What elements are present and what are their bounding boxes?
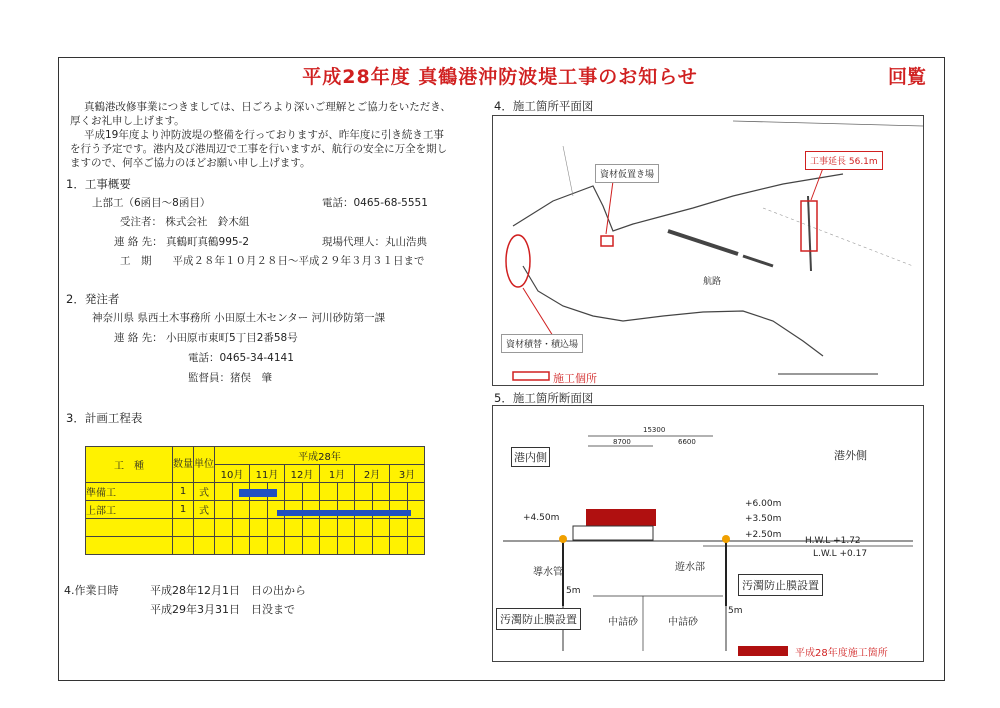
outer-side: 港外側 (834, 449, 867, 462)
intro-line: 真鶴港改修事業につきましては、日ごろより深いご理解とご協力をいただき、 (84, 101, 451, 113)
work-hours-start: 平成28年12月1日 日の出から (150, 584, 306, 597)
month-header: 12月 (285, 465, 320, 483)
silt-curtain-right: 汚濁防止膜設置 (738, 574, 823, 596)
row-qty: 1 (173, 501, 194, 519)
intro-line: 厚くお礼申し上げます。 (70, 115, 185, 127)
section-2-heading: 2．発注者 (66, 292, 120, 306)
supervisor: 監督員：猪俣 肇 (188, 372, 272, 384)
pipe-label: 導水管 (533, 567, 563, 578)
contractor-address: 連 絡 先： 真鶴町真鶴995-2 (114, 236, 250, 248)
depth-right: 5m (728, 606, 743, 616)
schedule-table (85, 446, 425, 555)
lwl: L.W.L +0.17 (813, 549, 868, 559)
sand-label: 中詰砂 (608, 617, 638, 628)
inner-side: 港内側 (511, 447, 550, 467)
row-unit: 式 (194, 501, 215, 519)
dim-b: 6600 (678, 438, 696, 446)
schedule-bar-prep (239, 489, 277, 497)
section-3-heading: 3．計画工程表 (66, 411, 143, 425)
level-3-5: +3.50m (745, 514, 782, 524)
month-header: 10月 (215, 465, 250, 483)
intro-line: を行う予定です。港内及び港周辺で工事を行いますが、航行の安全に万全を期し (70, 143, 448, 155)
month-header: 11月 (250, 465, 285, 483)
extension-label: 工事延長 56.1m (805, 151, 883, 170)
work-scope: 上部工（6函目～8函目） (92, 197, 211, 209)
route-label: 航路 (703, 277, 722, 287)
construction-period: 工 期 平成２８年１０月２８日～平成２９年３月３１日まで (120, 255, 425, 267)
row-name: 上部工 (86, 501, 173, 519)
storage-label: 資材仮置き場 (595, 164, 659, 183)
hwl: H.W.L +1.72 (805, 536, 861, 546)
intro-line: ますので、何卒ご協力のほどお願い申し上げます。 (70, 157, 311, 169)
section-legend: 平成28年度施工箇所 (795, 648, 888, 659)
month-header: 2月 (355, 465, 390, 483)
dim-total: 15300 (643, 426, 666, 434)
schedule-bar-upper (277, 510, 411, 516)
row-unit: 式 (194, 483, 215, 501)
section-heading: 5．施工箇所断面図 (494, 391, 594, 405)
site-agent: 現場代理人：丸山浩典 (322, 236, 427, 248)
level-6: +6.00m (745, 499, 782, 509)
dim-a: 8700 (613, 438, 631, 446)
orderer-tel: 電話：0465-34-4141 (188, 352, 294, 364)
month-header: 3月 (390, 465, 425, 483)
contractor-tel: 電話：0465-68-5551 (322, 197, 428, 209)
depth-left: 5m (566, 586, 581, 596)
plan-legend: 施工個所 (553, 372, 597, 385)
orderer-address: 連 絡 先： 小田原市東町5丁目2番58号 (114, 332, 298, 344)
silt-curtain-left: 汚濁防止膜設置 (496, 608, 581, 630)
circulation-mark: 回覧 (888, 66, 927, 88)
page-title: 平成28年度 真鶴港沖防波堤工事のお知らせ (302, 66, 698, 88)
level-2-5: +2.50m (745, 530, 782, 540)
plan-view (492, 115, 924, 386)
col-qty: 数量 (173, 447, 194, 483)
row-qty: 1 (173, 483, 194, 501)
contractor: 受注者： 株式会社 鈴木組 (120, 216, 250, 228)
row-name: 準備工 (86, 483, 173, 501)
month-header: 1月 (320, 465, 355, 483)
loading-label: 資材積替・積込場 (501, 334, 583, 353)
section-view (492, 405, 924, 662)
section-1-heading: 1．工事概要 (66, 177, 131, 191)
orderer-office: 神奈川県 県西土木事務所 小田原土木センター 河川砂防第一課 (92, 312, 386, 324)
chamber-label: 遊水部 (675, 562, 705, 573)
col-unit: 単位 (194, 447, 215, 483)
plan-heading: 4．施工箇所平面図 (494, 99, 594, 113)
year-header: 平成28年 (215, 447, 425, 465)
level-4-5: +4.50m (523, 513, 560, 523)
work-hours-end: 平成29年3月31日 日没まで (150, 603, 295, 616)
sand-label: 中詰砂 (668, 617, 698, 628)
intro-line: 平成19年度より沖防波堤の整備を行っておりますが、昨年度に引き続き工事 (84, 129, 444, 141)
work-hours-heading: 4.作業日時 (64, 584, 119, 597)
col-work: 工 種 (86, 447, 173, 483)
